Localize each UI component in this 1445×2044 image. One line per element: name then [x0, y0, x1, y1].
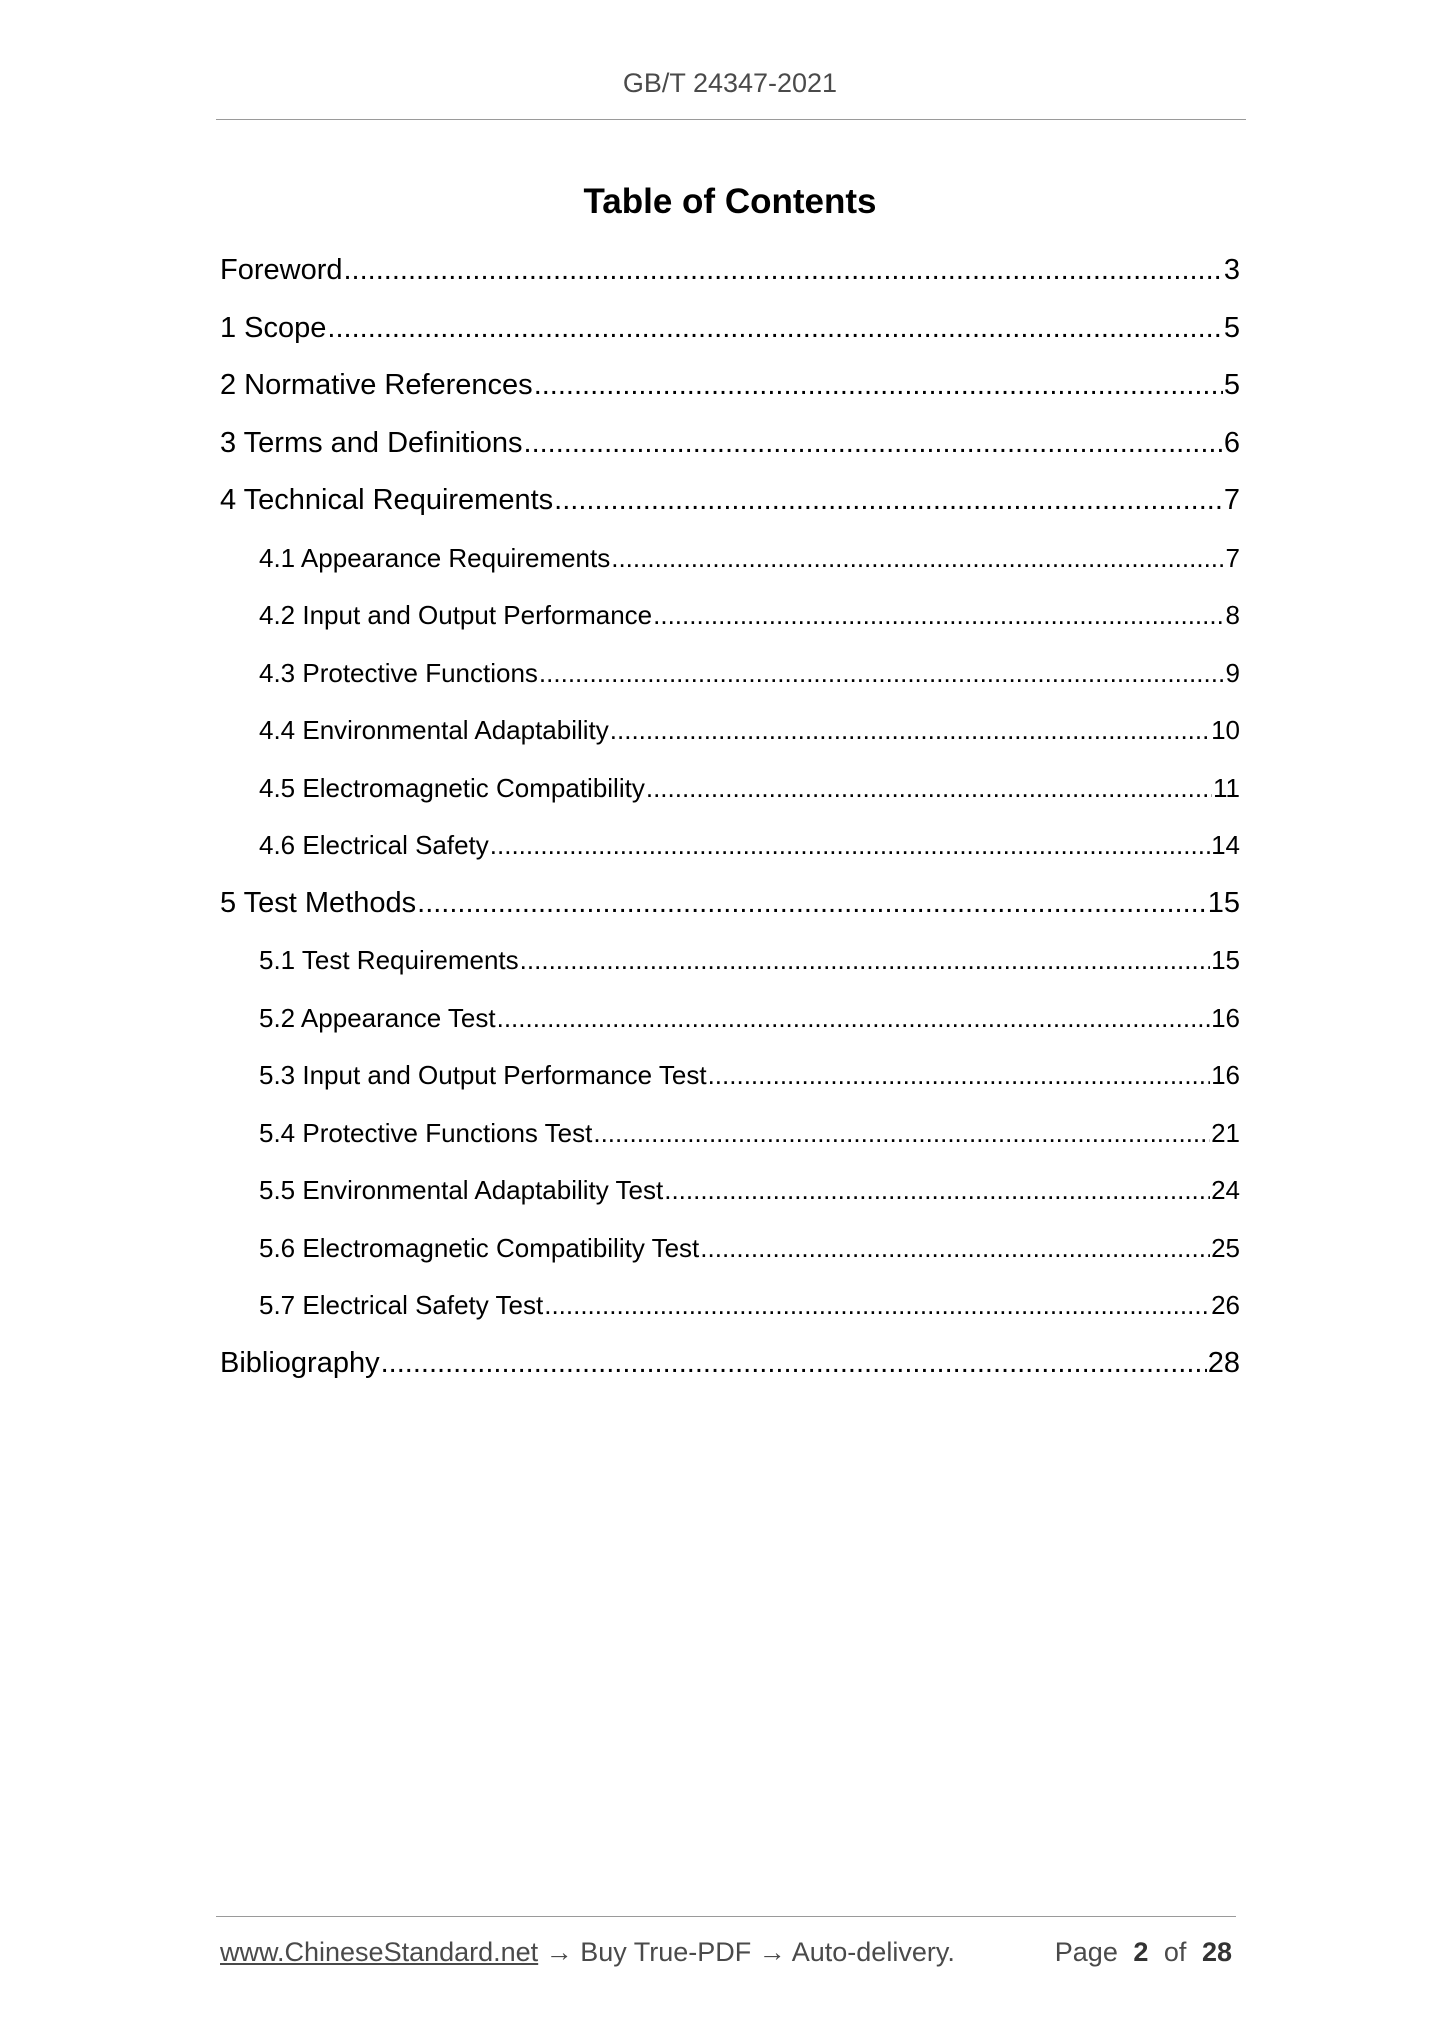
of-word: of: [1163, 1937, 1187, 1967]
toc-dot-leader: [497, 990, 1210, 1048]
toc-entry[interactable]: [220, 1277, 1240, 1335]
toc-entry-label: Foreword: [220, 254, 343, 286]
toc-entry[interactable]: [220, 702, 1240, 760]
toc-dot-leader: [344, 242, 1223, 300]
toc-entry-page-number: 9: [1225, 657, 1240, 688]
toc-entry-page-number: 10: [1211, 715, 1240, 745]
toc-entry-page-number: 26: [1211, 1290, 1240, 1320]
toc-entry-label: 4.6 Electrical Safety: [259, 830, 489, 860]
toc-entry[interactable]: [220, 1335, 1240, 1393]
toc-entry-label: 5 Test Methods: [220, 886, 417, 919]
toc-entry[interactable]: [220, 415, 1240, 473]
toc-dot-leader: [554, 472, 1223, 530]
toc-entry-page-number: 16: [1211, 1002, 1240, 1033]
toc-entry-label: 4.5 Electromagnetic Compatibility: [259, 772, 645, 803]
toc-dot-leader: [327, 300, 1222, 358]
toc-dot-leader: [708, 1047, 1211, 1105]
toc-dot-leader: [490, 817, 1210, 875]
toc-entry[interactable]: [220, 300, 1240, 358]
toc-entry-page-number: 25: [1211, 1232, 1240, 1263]
toc-entry-page-number: 21: [1211, 1117, 1240, 1148]
document-code-header: GB/T 24347-2021: [622, 68, 838, 98]
page-word: Page: [1054, 1937, 1118, 1967]
current-page-number: 2: [1133, 1937, 1149, 1967]
toc-entry[interactable]: [220, 1105, 1240, 1163]
toc-entry[interactable]: [220, 817, 1240, 875]
toc-entry-label: 2 Normative References: [220, 369, 533, 401]
toc-entry[interactable]: [220, 990, 1240, 1048]
toc-entry-page-number: 11: [1213, 772, 1240, 803]
toc-dot-leader: [524, 415, 1223, 473]
toc-entry-label: 4 Technical Requirements: [220, 484, 554, 516]
toc-entry-label: 4.4 Environmental Adaptability: [259, 715, 609, 745]
toc-dot-leader: [611, 530, 1224, 588]
toc-entry-page-number: 15: [1211, 945, 1240, 975]
table-of-contents: [220, 242, 1240, 1392]
toc-entry-page-number: 7: [1223, 484, 1240, 516]
toc-dot-leader: [539, 645, 1225, 703]
toc-entry[interactable]: [220, 472, 1240, 530]
toc-entry[interactable]: [220, 760, 1240, 818]
toc-entry-page-number: 15: [1207, 886, 1240, 919]
total-pages-number: 28: [1201, 1937, 1232, 1967]
footer-promo: [220, 1937, 955, 1968]
toc-entry[interactable]: [220, 242, 1240, 300]
toc-entry-label: 4.3 Protective Functions: [259, 657, 538, 688]
toc-entry-label: 5.5 Environmental Adaptability Test: [259, 1175, 664, 1205]
website-link[interactable]: www.ChineseStandard.net: [220, 1937, 539, 1967]
toc-entry[interactable]: [220, 1047, 1240, 1105]
toc-entry-label: 1 Scope: [220, 311, 327, 344]
toc-entry-label: 3 Terms and Definitions: [220, 426, 523, 459]
toc-entry[interactable]: [220, 357, 1240, 415]
toc-entry-page-number: 28: [1207, 1346, 1240, 1379]
page-footer: [220, 1937, 1232, 1968]
footer-divider: [216, 1916, 1236, 1917]
toc-entry[interactable]: [220, 530, 1240, 588]
toc-entry-label: Bibliography: [220, 1346, 380, 1379]
toc-entry-label: 5.2 Appearance Test: [259, 1002, 496, 1033]
page-indicator: [1055, 1937, 1232, 1968]
toc-dot-leader: [646, 760, 1212, 818]
toc-dot-leader: [520, 932, 1210, 990]
toc-dot-leader: [700, 1220, 1210, 1278]
toc-entry-page-number: 6: [1223, 426, 1240, 459]
toc-entry-label: 4.2 Input and Output Performance: [259, 600, 653, 630]
toc-entry-label: 5.1 Test Requirements: [259, 945, 519, 975]
toc-entry-page-number: 14: [1211, 830, 1240, 860]
toc-dot-leader: [534, 357, 1223, 415]
toc-entry-page-number: 8: [1225, 600, 1240, 630]
footer-tagline: → Buy True-PDF → Auto-delivery.: [545, 1937, 955, 1967]
toc-dot-leader: [417, 875, 1207, 933]
toc-entry-label: 5.4 Protective Functions Test: [259, 1117, 593, 1148]
toc-dot-leader: [610, 702, 1210, 760]
toc-dot-leader: [381, 1335, 1207, 1393]
toc-entry[interactable]: [220, 587, 1240, 645]
toc-dot-leader: [593, 1105, 1210, 1163]
toc-entry[interactable]: [220, 1162, 1240, 1220]
toc-entry-label: 4.1 Appearance Requirements: [259, 542, 611, 573]
toc-entry[interactable]: [220, 1220, 1240, 1278]
toc-heading: Table of Contents: [583, 182, 877, 221]
toc-entry-page-number: 16: [1211, 1060, 1240, 1090]
header-divider: [216, 119, 1246, 120]
toc-entry[interactable]: [220, 932, 1240, 990]
toc-entry-page-number: 24: [1211, 1175, 1240, 1205]
toc-entry-label: 5.6 Electromagnetic Compatibility Test: [259, 1232, 700, 1263]
toc-dot-leader: [544, 1277, 1210, 1335]
toc-entry-page-number: 3: [1223, 254, 1240, 286]
toc-dot-leader: [653, 587, 1224, 645]
toc-entry[interactable]: [220, 645, 1240, 703]
toc-entry-label: 5.3 Input and Output Performance Test: [259, 1060, 707, 1090]
toc-entry-page-number: 7: [1225, 542, 1240, 573]
toc-entry[interactable]: [220, 875, 1240, 933]
toc-entry-page-number: 5: [1223, 369, 1240, 401]
toc-dot-leader: [664, 1162, 1210, 1220]
toc-entry-page-number: 5: [1223, 311, 1240, 344]
toc-entry-label: 5.7 Electrical Safety Test: [259, 1290, 544, 1320]
